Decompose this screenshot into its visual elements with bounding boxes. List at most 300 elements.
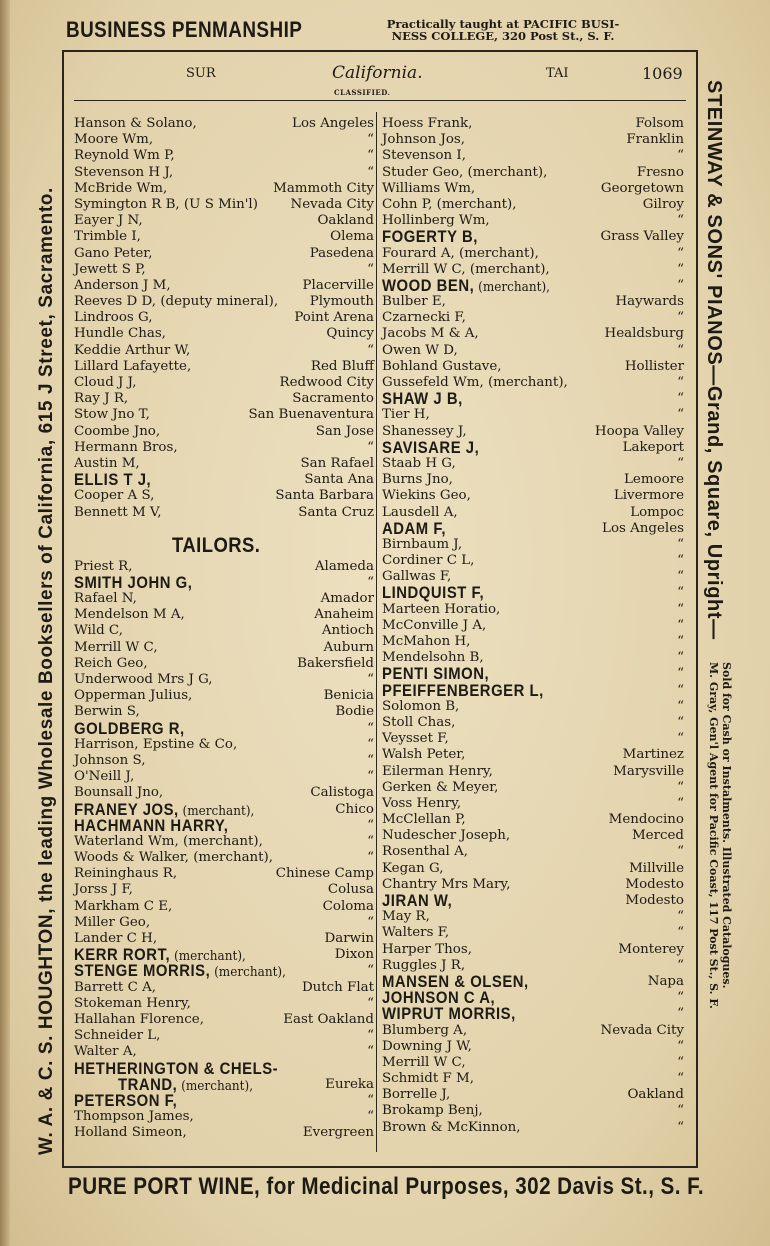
directory-entry: [74, 472, 374, 488]
entry-name: Hundle Chas,: [74, 326, 166, 342]
entry-city: “: [367, 914, 374, 930]
left-side-advertisement: W. A. & C. S. HOUGHTON, the leading Wholesale Booksellers of California, 615 J Street, Sacramento.: [36, 187, 57, 1155]
directory-entry: [382, 877, 684, 893]
entry-name: PFEIFFENBERGER L,: [382, 681, 544, 700]
entry-city: “: [677, 553, 684, 569]
entry-city: “: [367, 1028, 374, 1044]
entry-city: Anaheim: [314, 607, 374, 623]
directory-entry: [382, 310, 684, 326]
entry-city: “: [367, 1044, 374, 1060]
entry-name: TRAND, (merchant),: [118, 1075, 254, 1094]
directory-entry: [382, 796, 684, 812]
directory-entry: [74, 656, 374, 672]
entry-name: Wiekins Geo,: [382, 488, 471, 504]
entry-name: Gerken & Meyer,: [382, 779, 499, 795]
entry-name: Blumberg A,: [382, 1022, 468, 1038]
directory-entry: [74, 899, 374, 915]
entry-city: “: [677, 601, 684, 617]
entry-city: Georgetown: [600, 180, 684, 196]
entry-name: SMITH JOHN G,: [74, 573, 193, 592]
directory-entry: [382, 326, 684, 342]
directory-entry: [74, 132, 374, 148]
entry-name: Markham C E,: [74, 898, 173, 914]
entry-city: Hollister: [624, 358, 684, 374]
entry-name: Jorss J F,: [74, 882, 133, 898]
directory-entry: [382, 1103, 684, 1119]
entry-city: “: [367, 342, 374, 358]
entry-city: “: [677, 1054, 684, 1070]
entry-name: Walsh Peter,: [382, 747, 466, 763]
entry-city: East Oakland: [283, 1011, 374, 1027]
entry-name: Brokamp Benj,: [382, 1103, 483, 1119]
directory-entry: [74, 850, 374, 866]
right-side-subtext: [707, 662, 733, 1009]
directory-entry: [382, 132, 684, 148]
entry-city: San Buenaventura: [248, 407, 374, 423]
entry-city: Oakland: [317, 213, 374, 229]
directory-entry: [74, 1028, 374, 1044]
entry-name: Kegan G,: [382, 860, 444, 876]
entry-name: Lillard Lafayette,: [74, 358, 192, 374]
entry-city: “: [677, 1103, 684, 1119]
entry-name: Holland Simeon,: [74, 1125, 187, 1141]
entry-city: Mammoth City: [273, 180, 374, 196]
directory-entry: [74, 488, 374, 504]
directory-entry: [382, 262, 684, 278]
entry-name: GOLDBERG R,: [74, 719, 185, 738]
entry-city: “: [367, 752, 374, 768]
entry-city: “: [677, 909, 684, 925]
entry-name: Hollinberg Wm,: [382, 213, 490, 229]
entry-name: Reich Geo,: [74, 655, 148, 671]
directory-entry: [74, 737, 374, 753]
directory-entry: [74, 785, 374, 801]
directory-entry: [382, 650, 684, 666]
directory-entry: [74, 591, 374, 607]
directory-entry: [74, 947, 374, 963]
entry-name: Harper Thos,: [382, 941, 472, 957]
entry-name: May R,: [382, 909, 430, 925]
entry-name: Hallahan Florence,: [74, 1011, 204, 1027]
directory-entry: [74, 931, 374, 947]
header-rule: [74, 100, 686, 101]
entry-name: Johnson S,: [74, 752, 146, 768]
entry-city: Grass Valley: [600, 229, 684, 245]
directory-entry: [74, 359, 374, 375]
directory-entry: [382, 278, 684, 294]
directory-entry: [74, 213, 374, 229]
directory-entry: [382, 424, 684, 440]
entry-name: LINDQUIST F,: [382, 584, 485, 603]
entry-city: Martinez: [622, 747, 684, 763]
directory-entry: [382, 229, 684, 245]
entry-name: Fourard A, (merchant),: [382, 245, 539, 261]
entry-city: “: [367, 817, 374, 833]
entry-name: Stow Jno T,: [74, 407, 150, 423]
section-heading-text: TAILORS.: [172, 533, 261, 557]
entry-city: Fresno: [636, 164, 684, 180]
right-side-sub-line1: Sold for Cash or Instalments. Illustrated Catalogues.: [720, 662, 733, 989]
directory-entry: [382, 359, 684, 375]
entry-city: “: [367, 769, 374, 785]
directory-entry: [74, 456, 374, 472]
directory-entry: [74, 424, 374, 440]
header-tai: TAI: [546, 66, 569, 81]
entry-name: Gallwas F,: [382, 569, 452, 585]
directory-entry: [382, 1039, 684, 1055]
directory-entry: [382, 375, 684, 391]
entry-name: Schneider L,: [74, 1028, 161, 1044]
directory-entry: [74, 165, 374, 181]
entry-city: “: [677, 731, 684, 747]
entry-name: Mendelson M A,: [74, 607, 185, 623]
directory-entry: [74, 229, 374, 245]
directory-entry: [382, 472, 684, 488]
directory-entry: [382, 343, 684, 359]
entry-city: “: [677, 213, 684, 229]
entry-city: “: [677, 1006, 684, 1022]
entry-name: Stokeman Henry,: [74, 995, 191, 1011]
entry-city: “: [677, 698, 684, 714]
entry-city: Mendocino: [608, 812, 684, 828]
top-rule: [62, 50, 698, 52]
directory-entry: [382, 1006, 684, 1022]
entry-city: “: [367, 833, 374, 849]
entry-city: Olema: [330, 229, 374, 245]
entry-city: Red Bluff: [310, 358, 374, 374]
entry-name: Studer Geo, (merchant),: [382, 164, 548, 180]
directory-entry: [382, 844, 684, 860]
directory-entry: [382, 942, 684, 958]
entry-name: Opperman Julius,: [74, 688, 193, 704]
directory-entry: [382, 828, 684, 844]
entry-city: Redwood City: [279, 375, 374, 390]
entry-city: Bakersfield: [297, 655, 374, 671]
directory-entry: [382, 456, 684, 472]
entry-name: Harrison, Epstine & Co,: [74, 736, 238, 752]
entry-city: “: [367, 148, 374, 164]
entry-name: Lander C H,: [74, 931, 158, 946]
directory-entry: [74, 1125, 374, 1141]
entry-city: Monterey: [618, 941, 684, 957]
directory-entry: [382, 585, 684, 601]
entry-name: Stevenson H J,: [74, 164, 174, 180]
bottom-advertisement: PURE PORT WINE, for Medicinal Purposes, 302 Davis St., S. F.: [68, 1173, 704, 1200]
directory-entry: [74, 246, 374, 262]
entry-name: Downing J W,: [382, 1038, 472, 1054]
entry-city: Coloma: [322, 898, 374, 914]
entry-name: Reynold Wm P,: [74, 148, 175, 164]
directory-entry: [74, 326, 374, 342]
entry-city: “: [677, 714, 684, 730]
entry-name: Cohn P, (merchant),: [382, 196, 517, 212]
directory-entry: [74, 1109, 374, 1125]
entry-name: Williams Wm,: [382, 180, 476, 196]
entry-city: “: [677, 666, 684, 682]
entry-city: Point Arena: [294, 310, 374, 326]
entry-name: Walter A,: [74, 1044, 137, 1060]
entry-name: Miller Geo,: [74, 914, 151, 930]
entry-name: Cloud J J,: [74, 375, 137, 390]
entry-name: Johnson Jos,: [382, 132, 466, 148]
entry-note: (merchant),: [474, 279, 551, 295]
entry-name: Solomon B,: [382, 698, 460, 714]
directory-entry: [382, 731, 684, 747]
directory-entry: [74, 148, 374, 164]
column-divider: [376, 112, 377, 1152]
entry-city: Oakland: [627, 1087, 684, 1103]
directory-entry: [382, 1023, 684, 1039]
entry-city: “: [677, 990, 684, 1006]
entry-name: Coombe Jno,: [74, 423, 161, 439]
entry-name: Tier H,: [382, 407, 430, 423]
entry-city: Santa Barbara: [275, 488, 374, 504]
entry-name: Bohland Gustave,: [382, 358, 502, 374]
entry-city: Modesto: [625, 893, 684, 908]
entry-name: Bulber E,: [382, 294, 446, 310]
entry-name: Burns Jno,: [382, 472, 453, 488]
directory-entry: [74, 505, 374, 521]
entry-city: “: [367, 1092, 374, 1108]
entry-city: “: [367, 439, 374, 455]
entry-name: WIPRUT MORRIS,: [382, 1005, 516, 1024]
directory-entry: [382, 780, 684, 796]
entry-name: JIRAN W,: [382, 892, 453, 910]
entry-name: HETHERINGTON & CHELS-: [74, 1059, 279, 1078]
entry-name: Moore Wm,: [74, 132, 154, 148]
directory-entry: [382, 294, 684, 310]
directory-entry: [382, 634, 684, 650]
directory-entry: [382, 488, 684, 504]
entry-name: Underwood Mrs J G,: [74, 672, 213, 687]
directory-entry: [382, 925, 684, 941]
entry-name: Cordiner C L,: [382, 553, 475, 569]
entry-city: “: [677, 1038, 684, 1054]
entry-name: Brown & McKinnon,: [382, 1119, 521, 1135]
entry-name: Jewett S P,: [74, 261, 146, 277]
directory-entry: [74, 996, 374, 1012]
entry-name: Eayer J N,: [74, 213, 143, 229]
entry-city: “: [677, 925, 684, 941]
entry-name: Austin M,: [74, 455, 140, 471]
entry-city: Lakeport: [622, 439, 684, 455]
entry-city: “: [677, 682, 684, 698]
entry-city: Santa Cruz: [298, 504, 374, 520]
directory-entry: [74, 607, 374, 623]
entry-city: Santa Ana: [304, 472, 374, 488]
top-advertisement: [66, 14, 696, 48]
section-heading: [74, 521, 374, 559]
entry-name: Trimble I,: [74, 229, 141, 245]
entry-city: Modesto: [625, 876, 684, 892]
directory-entry: [74, 802, 374, 818]
entry-city: “: [677, 585, 684, 601]
entry-name: Rosenthal A,: [382, 844, 469, 860]
entry-city: Chico: [335, 801, 374, 817]
entry-note: (merchant),: [210, 965, 286, 981]
entry-name: Reeves D D, (deputy mineral),: [74, 294, 279, 310]
entry-name: Priest R,: [74, 558, 133, 574]
entry-name: Borrelle J,: [382, 1087, 451, 1103]
frame-bottom-rule: [62, 1166, 698, 1168]
entry-city: Eureka: [325, 1076, 374, 1092]
entry-name: Bounsall Jno,: [74, 785, 164, 801]
entry-city: “: [677, 650, 684, 666]
directory-entry: [74, 440, 374, 456]
entry-name: Gussefeld Wm, (merchant),: [382, 375, 568, 390]
directory-entry: [74, 753, 374, 769]
entry-name: Keddie Arthur W,: [74, 342, 191, 358]
directory-entry: [74, 407, 374, 423]
header-sur: SUR: [186, 66, 216, 81]
entry-city: “: [367, 963, 374, 979]
directory-entry: [382, 974, 684, 990]
entry-name: Berwin S,: [74, 704, 140, 720]
directory-entry: [382, 569, 684, 585]
directory-entry: [382, 699, 684, 715]
entry-city: Auburn: [323, 639, 374, 655]
right-side-advertisement: STEINWAY & SONS' PIANOS—Grand, Square, Upright—: [703, 80, 725, 640]
entry-city: Dutch Flat: [301, 979, 374, 995]
entry-city: “: [367, 995, 374, 1011]
directory-entry: [382, 391, 684, 407]
entry-city: San Jose: [315, 423, 374, 439]
entry-city: Calistoga: [310, 785, 374, 801]
entry-note: (merchant),: [178, 803, 255, 819]
directory-entry: [74, 980, 374, 996]
directory-entry: [382, 407, 684, 423]
entry-city: Healdsburg: [604, 326, 684, 342]
entry-city: “: [677, 957, 684, 973]
directory-entry: [74, 375, 374, 391]
directory-entry: [74, 391, 374, 407]
entry-name: Thompson James,: [74, 1109, 194, 1125]
entry-city: “: [677, 536, 684, 552]
directory-entry: [74, 1093, 374, 1109]
entry-name: PETERSON F,: [74, 1091, 178, 1110]
top-ad-text: [338, 18, 668, 42]
entry-name: Bennett M V,: [74, 504, 162, 520]
entry-name: Waterland Wm, (merchant),: [74, 833, 263, 849]
directory-entry: [74, 963, 374, 979]
directory-entry: [74, 1061, 374, 1077]
entry-city: Franklin: [626, 132, 684, 148]
entry-name: Staab H G,: [382, 455, 456, 471]
entry-name: Wild C,: [74, 623, 123, 639]
entry-city: “: [677, 634, 684, 649]
entry-city: “: [367, 132, 374, 148]
entry-name: STENGE MORRIS, (merchant),: [74, 962, 286, 981]
directory-entry: [74, 769, 374, 785]
directory-entry: [382, 812, 684, 828]
entry-name: Marteen Horatio,: [382, 601, 501, 617]
entry-city: Gilroy: [642, 196, 684, 212]
directory-entry: [74, 343, 374, 359]
directory-entry: [74, 818, 374, 834]
entry-city: “: [677, 277, 684, 293]
entry-note: (merchant),: [177, 1078, 254, 1094]
entry-name: Mendelsohn B,: [382, 650, 484, 666]
entry-city: “: [677, 261, 684, 277]
frame-left-rule: [62, 50, 64, 1168]
directory-entry: [382, 1120, 684, 1136]
entry-city: “: [677, 569, 684, 585]
right-column: [382, 116, 684, 1136]
directory-entry: [74, 866, 374, 882]
directory-entry: [382, 618, 684, 634]
entry-city: Plymouth: [309, 294, 374, 310]
directory-entry: [382, 197, 684, 213]
entry-name: Merrill W C, (merchant),: [382, 261, 550, 277]
entry-name: Rafael N,: [74, 591, 137, 607]
entry-city: “: [367, 1109, 374, 1125]
entry-city: “: [367, 736, 374, 752]
directory-entry: [382, 246, 684, 262]
entry-name: Veysset F,: [382, 731, 449, 747]
entry-name: McClellan P,: [382, 812, 466, 828]
entry-name: KERR RORT, (merchant),: [74, 946, 246, 965]
entry-name: Birnbaum J,: [382, 536, 463, 552]
directory-entry: [382, 1087, 684, 1103]
entry-name: WOOD BEN, (merchant),: [382, 276, 551, 295]
page-header: [186, 63, 686, 86]
entry-name: Anderson J M,: [74, 277, 171, 293]
page-title: California.: [332, 63, 423, 83]
entry-city: Lemoore: [624, 472, 684, 488]
directory-entry: [74, 672, 374, 688]
top-ad-line2: NESS COLLEGE, 320 Post St., S. F.: [391, 29, 615, 43]
entry-city: “: [677, 1071, 684, 1087]
directory-entry: [74, 559, 374, 575]
directory-entry: [382, 148, 684, 164]
directory-entry: [74, 704, 374, 720]
directory-entry: [382, 1055, 684, 1071]
entry-city: Sacramento: [292, 391, 374, 407]
entry-name: FOGERTY B,: [382, 228, 478, 247]
entry-city: Colusa: [327, 882, 374, 898]
entry-name: Merrill W C,: [74, 639, 158, 655]
entry-city: Amador: [320, 591, 374, 607]
entry-city: “: [367, 720, 374, 736]
directory-entry: [74, 623, 374, 639]
entry-name: McMahon H,: [382, 634, 471, 649]
directory-entry: [382, 165, 684, 181]
directory-entry: [382, 181, 684, 197]
entry-name: FRANEY JOS, (merchant),: [74, 800, 255, 819]
entry-city: Placerville: [302, 277, 374, 293]
entry-city: “: [677, 617, 684, 633]
directory-entry: [74, 1077, 374, 1093]
entry-name: ADAM F,: [382, 519, 447, 538]
entry-name: Ray J R,: [74, 391, 129, 407]
directory-entry: [74, 278, 374, 294]
entry-name: Woods & Walker, (merchant),: [74, 850, 274, 866]
classified-label: CLASSIFIED.: [334, 88, 391, 97]
directory-entry: [74, 1012, 374, 1028]
entry-name: Walters F,: [382, 925, 450, 941]
entry-city: “: [677, 779, 684, 795]
entry-city: Lompoc: [630, 504, 684, 520]
entry-city: Antioch: [321, 623, 374, 639]
directory-entry: [74, 882, 374, 898]
entry-name: McConville J A,: [382, 617, 487, 633]
entry-city: Los Angeles: [602, 520, 684, 536]
entry-city: “: [677, 1119, 684, 1135]
entry-name: Voss Henry,: [382, 795, 462, 811]
entry-city: Millville: [629, 860, 684, 876]
entry-name: Lausdell A,: [382, 504, 458, 520]
entry-city: “: [367, 574, 374, 590]
